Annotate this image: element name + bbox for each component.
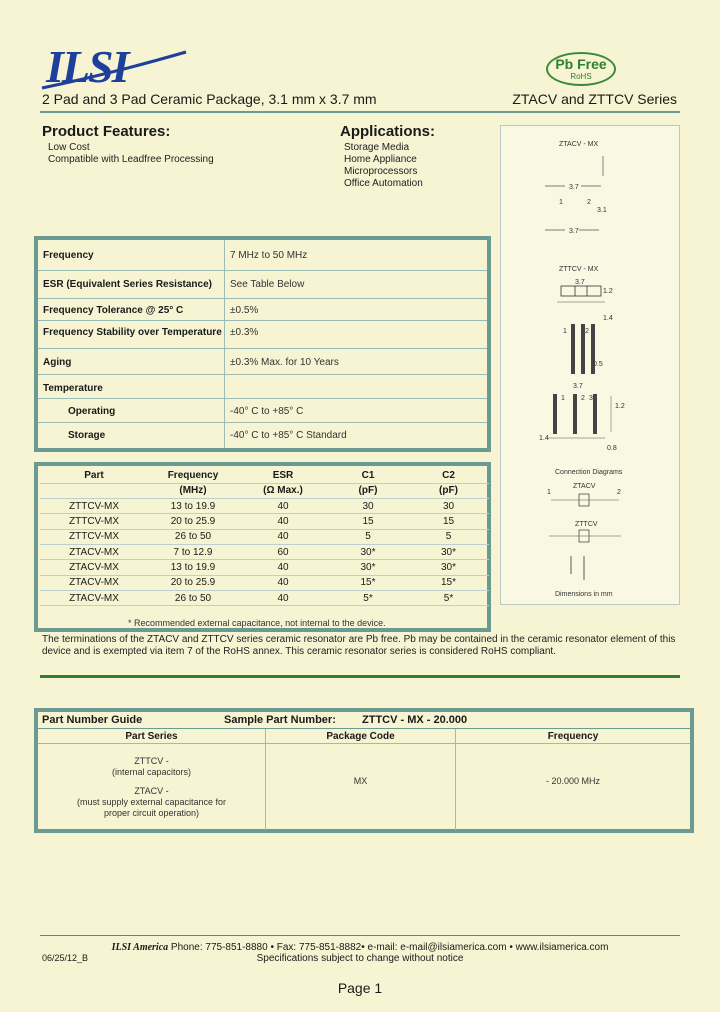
table-cell: 26 to 50 — [148, 590, 238, 605]
table-row — [40, 529, 489, 544]
table-cell: 40 — [238, 514, 328, 529]
applications-list — [344, 142, 423, 190]
pb-free-title: Pb Free — [555, 56, 607, 72]
series-title: ZTACV and ZTTCV Series — [512, 91, 677, 107]
table-cell: 5* — [408, 590, 489, 605]
column-header: Frequency — [456, 729, 690, 744]
connection-zttcv-label: ZTTCV — [575, 521, 598, 528]
guide-col-package — [266, 729, 456, 830]
table-row — [40, 560, 489, 575]
series-zta: ZTACV - — [134, 786, 169, 796]
page-number: Page 1 — [337, 980, 383, 996]
dim-label: 3.7 — [569, 184, 579, 191]
spec-key: Aging — [43, 357, 72, 368]
table-cell: 15* — [328, 575, 408, 590]
spec-key: Temperature — [43, 383, 103, 394]
spec-row-temperature — [38, 374, 487, 398]
pin-label: 1 — [561, 395, 565, 402]
table-cell: 30* — [328, 544, 408, 559]
contact-line — [0, 942, 720, 953]
column-unit: (pF) — [408, 483, 489, 498]
list-item: Low Cost — [48, 142, 90, 153]
table-cell: 13 to 19.9 — [148, 560, 238, 575]
spec-value: 7 MHz to 50 MHz — [230, 250, 308, 261]
spec-key: Frequency — [43, 250, 94, 261]
table-cell: 40 — [238, 499, 328, 514]
spec-row-tolerance — [38, 298, 487, 320]
table-cell: 40 — [238, 590, 328, 605]
pin-label: 3 — [589, 395, 593, 402]
dim-label: 3.7 — [575, 279, 585, 286]
guide-grid — [38, 728, 690, 829]
spec-value: See Table Below — [230, 279, 305, 290]
table-cell: ZTACV-MX — [40, 590, 148, 605]
column-header: Part Series — [38, 729, 265, 744]
dim-label: 0.8 — [607, 445, 617, 452]
list-item: Storage Media — [344, 142, 410, 153]
pin-label: 1 — [547, 489, 551, 496]
logo-text: ILSI — [46, 41, 128, 92]
table-units-row — [40, 483, 489, 498]
section-divider — [40, 675, 680, 678]
drawing-title-zttcv: ZTTCV - MX — [559, 266, 599, 273]
table-cell: 20 to 25.9 — [148, 514, 238, 529]
table-cell: ZTTCV-MX — [40, 514, 148, 529]
spec-row-storage — [38, 422, 487, 448]
list-item: Home Appliance — [344, 154, 417, 165]
features-list — [48, 142, 214, 166]
table-header-row — [40, 468, 489, 483]
series-ztt: ZTTCV - — [134, 756, 169, 766]
company-name: ILSI America — [111, 942, 169, 953]
table-cell: 15 — [328, 514, 408, 529]
sample-part-value: ZTTCV - MX - 20.000 — [362, 714, 468, 726]
series-zta-note: (must supply external capacitance for proper circuit operation) — [76, 797, 227, 818]
table-row — [40, 514, 489, 529]
package-subtitle: 2 Pad and 3 Pad Ceramic Package, 3.1 mm x 3.7 mm — [42, 91, 377, 107]
table-cell: 30* — [408, 544, 489, 559]
dim-label: 1.2 — [615, 403, 625, 410]
spec-notice: Specifications subject to change without notice — [256, 953, 464, 964]
capacitance-footnote: * Recommended external capacitance, not internal to the device. — [128, 618, 386, 628]
column-unit: (pF) — [328, 483, 408, 498]
spec-key: Frequency Stability over Temperature — [43, 327, 222, 338]
table-cell: ZTTCV-MX — [40, 529, 148, 544]
guide-col-series — [38, 729, 266, 830]
column-header: ESR — [238, 468, 328, 483]
column-header: C2 — [408, 468, 489, 483]
connection-ztacv-label: ZTACV — [573, 483, 596, 490]
table-row — [40, 575, 489, 590]
rohs-statement: The terminations of the ZTACV and ZTTCV series ceramic resonator are Pb free. Pb may be contained in the ceramic resonator element of this device and is exempted via item 7 of the RoHS annex. This ceramic resonator series is considered RoHS compliant. — [42, 634, 676, 657]
spec-value: ±0.3% — [230, 327, 259, 338]
table-cell: ZTACV-MX — [40, 544, 148, 559]
spec-row-aging — [38, 348, 487, 374]
column-unit: (Ω Max.) — [238, 483, 328, 498]
pin-label: 2 — [585, 328, 589, 335]
table-cell: 26 to 50 — [148, 529, 238, 544]
features-heading: Product Features: — [42, 123, 171, 140]
drawing-title-ztacv: ZTACV - MX — [559, 141, 599, 148]
guide-col-frequency — [456, 729, 690, 830]
table-cell: 40 — [238, 560, 328, 575]
spec-key: ESR (Equivalent Series Resistance) — [43, 279, 212, 290]
table-cell: 5 — [408, 529, 489, 544]
contact-info: Phone: 775-851-8880 • Fax: 775-851-8882• e-mail: e-mail@ilsiamerica.com • www.ilsiamerica.com — [168, 942, 609, 953]
footer-divider — [40, 935, 680, 936]
header-divider — [40, 111, 680, 113]
frequency-code: - 20.000 MHz — [545, 776, 601, 786]
column-header: Frequency — [148, 468, 238, 483]
column-header: C1 — [328, 468, 408, 483]
part-number-guide — [34, 708, 694, 833]
spec-value: ±0.3% Max. for 10 Years — [230, 357, 339, 368]
list-item: Compatible with Leadfree Processing — [48, 154, 214, 165]
dim-label: 3.7 — [569, 228, 579, 235]
ilsi-logo — [40, 41, 190, 94]
pin-label: 2 — [581, 395, 585, 402]
spec-value: ±0.5% — [230, 305, 259, 316]
column-unit — [40, 483, 148, 498]
table-cell: 15* — [408, 575, 489, 590]
spec-table — [34, 236, 491, 452]
table-row — [40, 499, 489, 514]
pin-label: 2 — [587, 199, 591, 206]
list-item: Microprocessors — [344, 166, 418, 177]
revision-date: 06/25/12_B — [42, 953, 89, 963]
column-unit: (MHz) — [148, 483, 238, 498]
list-item: Office Automation — [344, 178, 423, 189]
table-cell: 30 — [328, 499, 408, 514]
pin-label: 1 — [559, 199, 563, 206]
spec-key: Storage — [68, 430, 106, 441]
table-cell: 7 to 12.9 — [148, 544, 238, 559]
dim-label: 3.7 — [573, 383, 583, 390]
dim-label: 1.4 — [539, 435, 549, 442]
dimensions-note: Dimensions in mm — [555, 591, 613, 598]
table-cell: 30 — [408, 499, 489, 514]
pb-free-badge — [546, 52, 616, 86]
part-table — [40, 468, 489, 606]
column-header: Part — [40, 468, 148, 483]
package-code: MX — [353, 776, 368, 786]
connection-title: Connection Diagrams — [555, 469, 623, 476]
dim-label: 0.5 — [593, 361, 603, 368]
table-row — [40, 590, 489, 605]
table-cell: 15 — [408, 514, 489, 529]
table-cell: 13 to 19.9 — [148, 499, 238, 514]
part-table-frame — [34, 462, 491, 632]
spec-value: -40° C to +85° C Standard — [230, 430, 347, 441]
table-cell: 5 — [328, 529, 408, 544]
spec-key: Frequency Tolerance @ 25° C — [43, 305, 184, 316]
table-row — [40, 544, 489, 559]
spec-row-frequency — [38, 240, 487, 270]
table-cell: 40 — [238, 575, 328, 590]
table-cell: 40 — [238, 529, 328, 544]
spec-row-operating — [38, 398, 487, 422]
spec-key: Operating — [68, 406, 116, 417]
dim-label: 1.2 — [603, 288, 613, 295]
table-cell: ZTACV-MX — [40, 560, 148, 575]
column-header: Package Code — [266, 729, 455, 744]
guide-title: Part Number Guide — [42, 714, 143, 726]
table-cell: 5* — [328, 590, 408, 605]
pin-label: 1 — [563, 328, 567, 335]
table-cell: 20 to 25.9 — [148, 575, 238, 590]
spec-row-esr — [38, 270, 487, 298]
table-cell: ZTACV-MX — [40, 575, 148, 590]
spec-row-stability — [38, 320, 487, 348]
series-ztt-note: (internal capacitors) — [111, 767, 192, 777]
applications-heading: Applications: — [340, 123, 436, 140]
sample-part-label: Sample Part Number: — [224, 714, 336, 726]
dim-label: 3.1 — [597, 207, 607, 214]
package-drawing-panel — [500, 125, 680, 605]
table-cell: 30* — [408, 560, 489, 575]
spec-value: -40° C to +85° C — [230, 406, 304, 417]
table-cell: 30* — [328, 560, 408, 575]
table-cell: 60 — [238, 544, 328, 559]
dim-label: 1.4 — [603, 315, 613, 322]
pb-free-subtitle: RoHS — [570, 72, 592, 81]
pin-label: 2 — [617, 489, 621, 496]
table-cell: ZTTCV-MX — [40, 499, 148, 514]
package-drawing — [501, 126, 681, 606]
